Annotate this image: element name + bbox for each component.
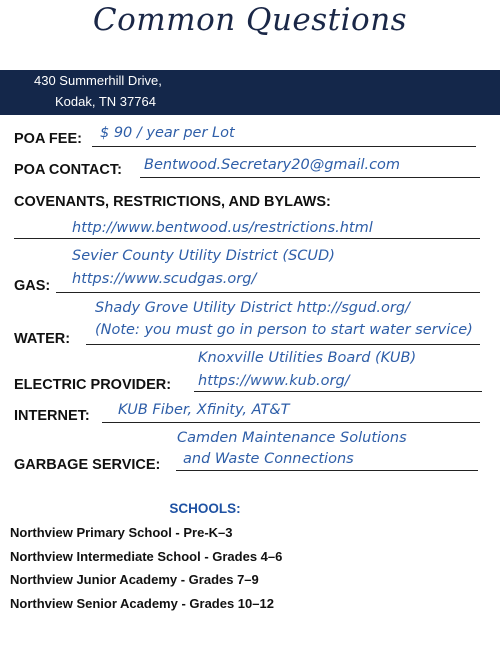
poa-contact-value: Bentwood.Secretary20@gmail.com <box>144 157 401 173</box>
address-line-2: Kodak, TN 37764 <box>55 94 156 109</box>
water-label: WATER: <box>14 331 71 347</box>
poa-fee-value: $ 90 / year per Lot <box>100 125 235 141</box>
internet-line <box>102 422 480 423</box>
internet-value: KUB Fiber, Xfinity, AT&T <box>118 402 290 418</box>
water-line <box>86 344 480 345</box>
gas-label: GAS: <box>14 278 51 294</box>
electric-line <box>194 391 482 392</box>
electric-value-line-2: https://www.kub.org/ <box>198 373 350 389</box>
internet-label: INTERNET: <box>14 408 90 424</box>
garbage-label: GARBAGE SERVICE: <box>14 457 161 473</box>
gas-value-line-2: https://www.scudgas.org/ <box>72 271 257 287</box>
poa-contact-label: POA CONTACT: <box>14 162 122 178</box>
page-title: Common Questions <box>92 2 408 38</box>
water-value-line-2: (Note: you must go in person to start water service) <box>95 322 473 338</box>
covenants-value: http://www.bentwood.us/restrictions.html <box>72 220 373 236</box>
poa-fee-line <box>92 146 476 147</box>
school-item: Northview Senior Academy - Grades 10–12 <box>10 596 274 611</box>
schools-heading: SCHOOLS: <box>169 501 241 516</box>
electric-label: ELECTRIC PROVIDER: <box>14 377 172 393</box>
covenants-label: COVENANTS, RESTRICTIONS, AND BYLAWS: <box>14 194 331 210</box>
covenants-line <box>14 238 480 239</box>
address-line-1: 430 Summerhill Drive, <box>34 73 162 88</box>
electric-value-line-1: Knoxville Utilities Board (KUB) <box>198 350 417 366</box>
water-value-line-1: Shady Grove Utility District http://sgud.org/ <box>95 300 410 316</box>
school-item: Northview Primary School - Pre-K–3 <box>10 525 233 540</box>
poa-fee-label: POA FEE: <box>14 131 82 147</box>
garbage-value-line-1: Camden Maintenance Solutions <box>177 430 407 446</box>
school-item: Northview Junior Academy - Grades 7–9 <box>10 572 259 587</box>
gas-line <box>56 292 480 293</box>
poa-contact-line <box>140 177 480 178</box>
school-item: Northview Intermediate School - Grades 4–6 <box>10 549 283 564</box>
garbage-line <box>176 470 478 471</box>
gas-value-line-1: Sevier County Utility District (SCUD) <box>72 248 335 264</box>
address-banner <box>0 70 500 115</box>
garbage-value-line-2: and Waste Connections <box>183 451 354 467</box>
